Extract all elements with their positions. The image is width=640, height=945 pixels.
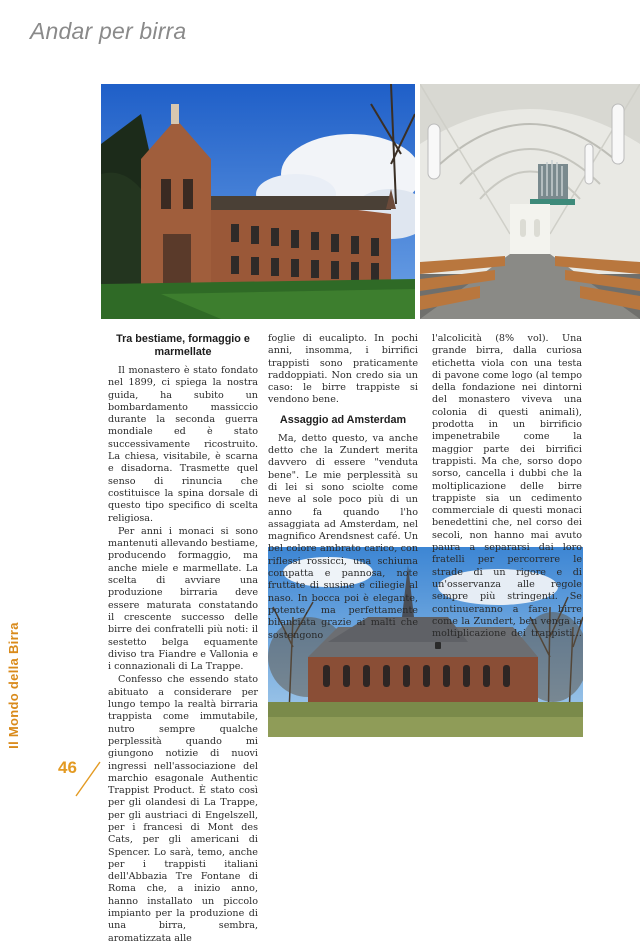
- photo-monastery-exterior: [101, 84, 415, 319]
- photo-church-interior: [420, 84, 640, 319]
- article-column-1: [108, 333, 258, 945]
- paragraph-continued: foglie di eucalipto. In pochi anni, insomma, i birrifici trappisti sono praticamente raddoppiati. Non credo sia un caso: le birre trappiste si vendono bene.: [268, 333, 418, 406]
- end-of-article-mark: [435, 642, 441, 649]
- page-header-title: Andar per birra: [30, 18, 187, 44]
- paragraph: Il monastero è stato fondato nel 1899, ci spiega la nostra guida, ha subito un bombardamento massiccio durante la seconda guerra mondiale ed è stato successivamente ricostruito. La chiesa, visitabile, è scarna e disadorna. Trasmette quel senso di rinuncia che costituisce la spina dorsale di questo tipo specifico di scelta religiosa.: [108, 365, 258, 524]
- page-number-slash-decoration: [72, 760, 102, 798]
- paragraph-continued: [432, 333, 582, 653]
- page-number: 46: [58, 758, 77, 777]
- paragraph: Confesso che essendo stato abituato a considerare per lungo tempo la realtà birraria trappista come immutabile, nutro sempre qualche perplessità quando mi giungono notizie di nuovi ingressi nell'associazione del marchio esagonale Authentic Trappist Product. È stato così per gli olandesi di La Trappe, per gli austriaci di Engelszell, per i francesi di Mont des Cats, per gli americani di Spencer. Lo sarà, temo, anche per i trappisti italiani dell'Abbazia Tre Fontane di Roma che, a inizio anno, hanno installato un piccolo impianto per la produzione di una birra, sembra, aromatizzata alle: [108, 674, 258, 944]
- paragraph-text: l'alcolicità (8% vol). Una grande birra, dalla curiosa etichetta viola con una testa di pavone come logo (al tempo della fondazione nei dintorni del monastero viveva una colonia di questi animali), prodotta in un birrificio impenetrabile come la maggior parte dei birrifici trappisti. Ma che, sorso dopo sorso, cancella i dubbi che la moltiplicazione delle birre trappiste sia un cedimento commerciale di questi monaci benedettini che, nel corso dei secoli, non hanno mai avuto paura a separarsi dai loro fratelli per percorrere le strade di un rigore e di un'osservanza alle regole sempre più stringenti. Se continueranno a fare birre come la Zundert, ben venga la moltiplicazione dei trappisti…: [432, 333, 582, 640]
- article-column-3: [432, 333, 582, 653]
- paragraph: Per anni i monaci si sono mantenuti allevando bestiame, producendo formaggio, ma anche miele e marmellate. La scelta di avviare una produzione birraria deve essere maturata constatando il crescente successo delle birre dei confratelli più noti: il sestetto belga equamente diviso tra Fiandre e Vallonia e i connazionali di La Trappe.: [108, 525, 258, 673]
- paragraph: Ma, detto questo, va anche detto che la Zundert merita davvero di essere "venduta bene". Le mie perplessità su di lei si sono sciolte come neve al sole poco più di un anno fa quando l'ho assaggiata ad Amsterdam, nel magnifico Arendsnest café. Un bel colore ambrato carico, con riflessi rossicci, una schiuma compatta e pannosa, note fruttate di susine e ciliegie al naso. In bocca poi è elegante, potente, ma perfettamente bilanciata grazie ai malti che sostengono: [268, 432, 418, 641]
- article-column-2: [268, 333, 418, 642]
- section-heading-assaggio: Assaggio ad Amsterdam: [279, 413, 407, 426]
- magazine-name-vertical: [2, 605, 24, 765]
- magazine-name-text: Il Mondo della Birra: [5, 621, 21, 749]
- section-heading-bestiame: Tra bestiame, formaggio e marmellate: [116, 333, 250, 358]
